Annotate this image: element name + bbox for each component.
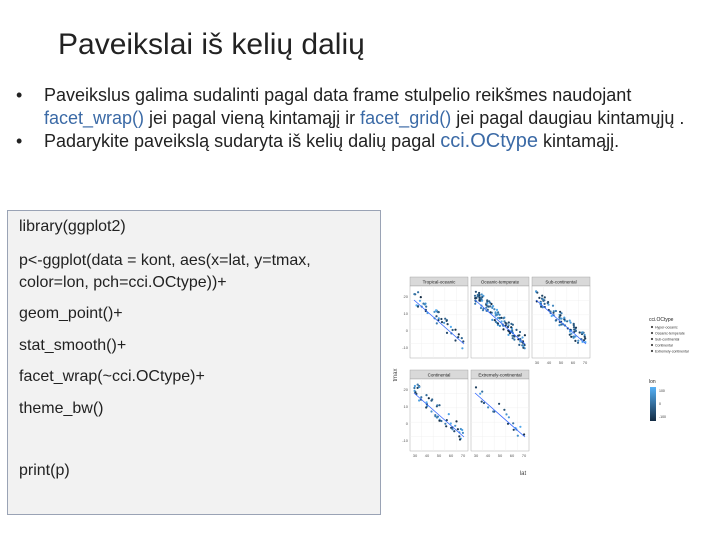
legend-symbol [651,326,653,328]
data-point [440,318,442,320]
code-line: geom_point()+ [19,305,123,322]
data-point [454,339,456,341]
data-point [486,302,488,304]
data-point [447,323,449,325]
legend-symbol [651,344,653,346]
y-tick-label: -10 [402,345,408,350]
bullet-icon: • [16,85,23,105]
data-point [455,420,457,422]
code-line: library(ggplot2) [19,218,126,235]
data-point [573,324,575,326]
data-point [502,328,504,330]
facet-scatter-plot [393,275,710,480]
facet-strip-label: Oceanic-temperate [480,279,520,285]
data-point [461,337,463,339]
bullet-text: jei pagal daugiau kintamųjų . [451,108,685,128]
bullet-text: Padarykite paveikslą sudaryta iš kelių dalių pagal [44,131,441,151]
x-tick-label: 40 [424,453,430,458]
data-point [413,387,415,389]
function-name-facet-wrap: facet_wrap() [44,108,145,128]
legend-entry: Hyper-oceanic [655,325,678,330]
legend-title-shape: cci.OCtype [649,317,674,323]
data-point [418,399,420,401]
data-point [515,329,517,331]
data-point [493,308,495,310]
y-axis-label: tmax [393,368,399,382]
y-tick-label: 0 [405,421,408,426]
x-tick-label: 40 [485,453,491,458]
x-tick-label: 40 [546,360,552,365]
data-point [480,298,482,300]
facet-strip-label: Extremely-continental [478,372,522,378]
data-point [441,321,443,323]
data-point [581,332,583,334]
bullet-text: jei pagal vieną kintamąjį ir [144,108,361,128]
x-tick-label: 30 [412,453,418,458]
bullet-task [14,130,704,153]
data-point [541,295,543,297]
facet-panel [402,370,468,458]
data-point [480,307,482,309]
code-line: p<-ggplot(data = kont, aes(x=lat, y=tmax, [19,252,311,269]
data-point [435,309,437,311]
data-point [507,334,509,336]
data-point [505,413,507,415]
bullet-icon: • [16,131,23,151]
data-point [573,336,575,338]
data-point [569,320,571,322]
data-point [517,435,519,437]
data-point [438,404,440,406]
data-point [518,334,520,336]
data-point [460,428,462,430]
data-point [498,403,500,405]
data-point [461,347,463,349]
color-bar [650,387,656,421]
data-point [551,315,553,317]
data-point [544,296,546,298]
data-point [485,307,487,309]
code-line: facet_wrap(~cci.OCtype)+ [19,368,205,385]
data-point [510,326,512,328]
data-point [574,340,576,342]
data-point [555,319,557,321]
data-point [444,423,446,425]
data-point [508,321,510,323]
data-point [538,297,540,299]
data-point [430,410,432,412]
data-point [425,406,427,408]
data-point [489,305,491,307]
color-bar-tick: -100 [659,415,667,419]
data-point [497,322,499,324]
data-point [413,293,415,295]
data-point [521,336,523,338]
legend-title-color: lon [649,379,656,385]
data-point [499,317,501,319]
data-point [474,303,476,305]
data-point [522,347,524,349]
data-point [505,323,507,325]
variable-name: cci.OCtype [440,130,539,152]
legend-symbol [651,338,653,340]
data-point [573,328,575,330]
data-point [486,300,488,302]
data-point [513,339,515,341]
x-tick-label: 60 [448,453,454,458]
data-point [552,312,554,314]
data-point [417,291,419,293]
data-point [573,326,575,328]
data-point [453,430,455,432]
data-point [428,397,430,399]
data-point [417,384,419,386]
data-point [481,401,483,403]
data-point [512,324,514,326]
bullet-text: Paveikslus galima sudalinti pagal data frame stulpelio reikšmes naudojant [44,85,632,105]
data-point [475,386,477,388]
data-point [446,320,448,322]
data-point [436,322,438,324]
data-point [575,327,577,329]
facet-panel [402,277,468,358]
code-line: color=lon, pch=cci.OCtype))+ [19,274,227,291]
data-point [481,293,483,295]
color-bar-tick: 0 [659,402,661,406]
data-point [495,313,497,315]
data-point [414,390,416,392]
data-point [560,318,562,320]
x-tick-label: 50 [558,360,564,365]
data-point [437,311,439,313]
data-point [475,291,477,293]
data-point [519,426,521,428]
data-point [462,432,464,434]
data-point [444,318,446,320]
data-point [544,303,546,305]
data-point [509,332,511,334]
y-tick-label: 20 [403,294,408,299]
legend-entry: Sub-continental [655,337,680,342]
data-point [420,296,422,298]
data-point [563,317,565,319]
data-point [495,314,497,316]
data-point [418,386,420,388]
data-point [417,306,419,308]
data-point [414,385,416,387]
code-line: print(p) [19,462,70,479]
legend-symbol [651,332,653,334]
data-point [577,342,579,344]
data-point [481,391,483,393]
data-point [425,306,427,308]
data-point [555,310,557,312]
data-point [559,311,561,313]
data-point [448,413,450,415]
x-tick-label: 30 [473,453,479,458]
data-point [508,416,510,418]
code-block [7,210,381,515]
data-point [508,324,510,326]
data-point [524,334,526,336]
data-point [559,314,561,316]
data-point [479,393,481,395]
data-point [570,333,572,335]
data-point [518,344,520,346]
data-point [552,305,554,307]
data-point [483,402,485,404]
data-point [491,319,493,321]
data-point [583,339,585,341]
legend-symbol [651,350,653,352]
data-point [519,331,521,333]
y-tick-label: 20 [403,387,408,392]
x-tick-label: 60 [570,360,576,365]
bullet-text: kintamąjį. [538,131,620,151]
data-point [487,406,489,408]
code-line: theme_bw() [19,400,104,417]
facet-strip-label: Tropical-oceanic [422,279,456,285]
data-point [488,300,490,302]
data-point [579,331,581,333]
data-point [566,320,568,322]
data-point [492,410,494,412]
x-axis-label: lat [519,471,527,477]
data-point [477,294,479,296]
data-point [457,428,459,430]
x-tick-label: 70 [582,360,588,365]
legend-entry: Extremely-continental [655,349,689,354]
data-point [436,404,438,406]
data-point [443,322,445,324]
data-point [512,422,514,424]
data-point [434,415,436,417]
data-point [577,340,579,342]
data-point [503,320,505,322]
data-point [584,336,586,338]
data-point [440,420,442,422]
facet-panel [471,277,529,358]
data-point [452,329,454,331]
data-point [438,420,440,422]
data-point [424,303,426,305]
data-point [479,299,481,301]
data-point [458,435,460,437]
y-tick-label: 10 [403,311,408,316]
function-name-facet-grid: facet_grid() [360,108,452,128]
bullet-facet-description [14,84,704,130]
x-tick-label: 70 [521,453,527,458]
y-tick-label: 10 [403,404,408,409]
x-tick-label: 50 [497,453,503,458]
data-point [497,313,499,315]
data-point [474,295,476,297]
data-point [458,333,460,335]
data-point [496,309,498,311]
data-point [438,317,440,319]
data-point [459,438,461,440]
facet-panel [471,370,529,458]
facet-strip-label: Continental [427,372,451,378]
data-point [502,317,504,319]
y-tick-label: 0 [405,328,408,333]
data-point [445,425,447,427]
legend-entry: Continental [655,343,673,348]
data-point [559,318,561,320]
code-line: stat_smooth()+ [19,337,127,354]
data-point [450,427,452,429]
data-point [435,315,437,317]
data-point [490,303,492,305]
data-point [419,300,421,302]
facet-strip-label: Sub-continental [545,279,577,285]
data-point [512,337,514,339]
color-bar-tick: 100 [659,389,665,393]
x-tick-label: 50 [436,453,442,458]
data-point [558,324,560,326]
data-point [450,326,452,328]
data-point [570,322,572,324]
data-point [491,307,493,309]
legend-entry: Oceanic-temperate [655,331,685,336]
data-point [431,398,433,400]
data-point [542,298,544,300]
x-tick-label: 30 [534,360,540,365]
data-point [570,336,572,338]
data-point [454,425,456,427]
x-tick-label: 70 [460,453,466,458]
data-point [474,297,476,299]
facet-panel [532,277,590,365]
data-point [513,429,515,431]
data-point [454,329,456,331]
y-tick-label: -10 [402,438,408,443]
data-point [503,409,505,411]
data-point [425,394,427,396]
x-tick-label: 60 [509,453,515,458]
data-point [547,302,549,304]
data-point [446,332,448,334]
data-point [494,319,496,321]
data-point [536,292,538,294]
slide-title: Paveikslai iš kelių dalių [58,28,365,61]
bullet-list [14,84,704,153]
data-point [499,325,501,327]
data-point [540,306,542,308]
data-point [420,396,422,398]
data-point [433,311,435,313]
